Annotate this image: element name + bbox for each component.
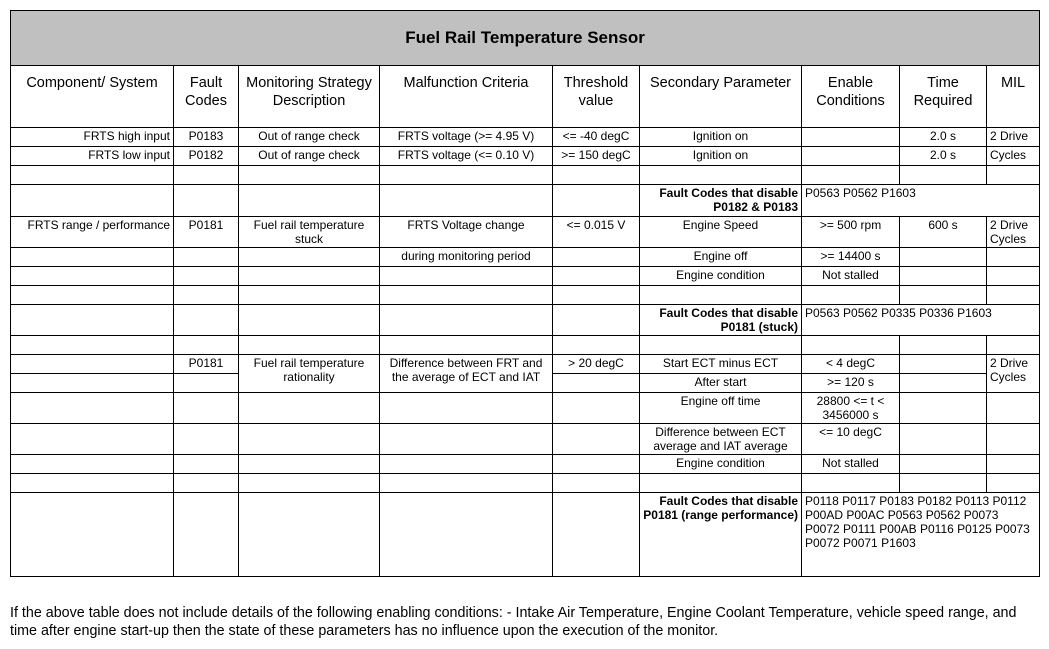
cell-secondary: Difference between ECT average and IAT average <box>640 424 802 455</box>
cell-secondary: Engine condition <box>640 267 802 286</box>
cell-code: P0183 <box>174 128 239 147</box>
cell-enable: Not stalled <box>802 267 900 286</box>
cell-code: P0181 <box>174 355 239 374</box>
cell-enable: < 4 degC <box>802 355 900 374</box>
cell-code: P0181 <box>174 217 239 248</box>
table-row <box>11 248 1040 267</box>
table-row <box>11 147 1040 166</box>
cell-time: 600 s <box>900 217 987 248</box>
cell-strategy: Out of range check <box>239 147 380 166</box>
cell-threshold: <= 0.015 V <box>553 217 640 248</box>
cell-disable-label: Fault Codes that disable P0182 & P0183 <box>640 185 802 217</box>
cell-threshold: > 20 degC <box>553 355 640 374</box>
cell-threshold: >= 150 degC <box>553 147 640 166</box>
cell-enable: >= 14400 s <box>802 248 900 267</box>
table-row <box>11 267 1040 286</box>
table-row <box>11 305 1040 336</box>
cell-mil: 2 Drive <box>987 128 1040 147</box>
cell-criteria: FRTS voltage (>= 4.95 V) <box>380 128 553 147</box>
cell-secondary: Ignition on <box>640 128 802 147</box>
cell-strategy: Fuel rail temperature rationality <box>239 355 380 393</box>
cell-mil: 2 Drive Cycles <box>987 355 1040 393</box>
cell-disable-codes: P0118 P0117 P0183 P0182 P0113 P0112 P00AD P00AC P0563 P0562 P0073 P0072 P0111 P00AB P0116 P0125 P0073 P0072 P0071 P1603 <box>802 493 1040 577</box>
table-row <box>11 474 1040 493</box>
table-row <box>11 355 1040 374</box>
table-row <box>11 455 1040 474</box>
header-criteria: Malfunction Criteria <box>380 66 553 128</box>
table-row <box>11 166 1040 185</box>
cell-strategy: Out of range check <box>239 128 380 147</box>
cell-code: P0182 <box>174 147 239 166</box>
cell-secondary: Start ECT minus ECT <box>640 355 802 374</box>
cell-enable: Not stalled <box>802 455 900 474</box>
cell-component: FRTS low input <box>11 147 174 166</box>
cell-criteria: Difference between FRT and the average of ECT and IAT <box>380 355 553 393</box>
header-secondary: Secondary Parameter <box>640 66 802 128</box>
cell-strategy: Fuel rail temperature stuck <box>239 217 380 248</box>
table-row <box>11 286 1040 305</box>
header-enable: Enable Conditions <box>802 66 900 128</box>
cell-enable: >= 500 rpm <box>802 217 900 248</box>
header-time: Time Required <box>900 66 987 128</box>
cell-criteria: FRTS Voltage change <box>380 217 553 248</box>
cell-disable-label: Fault Codes that disable P0181 (range performance) <box>640 493 802 577</box>
table-row <box>11 393 1040 424</box>
table-row <box>11 336 1040 355</box>
cell-disable-label: Fault Codes that disable P0181 (stuck) <box>640 305 802 336</box>
cell-enable <box>802 128 900 147</box>
table-row <box>11 217 1040 248</box>
cell-criteria: FRTS voltage (<= 0.10 V) <box>380 147 553 166</box>
footnote: If the above table does not include details of the following enabling conditions: - Intake Air Temperature, Engine Coolant Temperature, vehicle speed range, and time after engine start-up then the state of these parameters has no influence upon the execution of the monitor. <box>10 605 1017 639</box>
cell-component: FRTS range / performance <box>11 217 174 248</box>
cell-enable: <= 10 degC <box>802 424 900 455</box>
cell-secondary: Engine off <box>640 248 802 267</box>
header-row <box>11 66 1040 128</box>
page-title: Fuel Rail Temperature Sensor <box>11 11 1040 66</box>
cell-mil: Cycles <box>987 147 1040 166</box>
cell-mil: 2 Drive Cycles <box>987 217 1040 248</box>
header-strategy: Monitoring Strategy Description <box>239 66 380 128</box>
cell-secondary: Engine Speed <box>640 217 802 248</box>
cell-time: 2.0 s <box>900 147 987 166</box>
table-row <box>11 424 1040 455</box>
cell-component: FRTS high input <box>11 128 174 147</box>
header-threshold: Threshold value <box>553 66 640 128</box>
table-row <box>11 493 1040 577</box>
cell-disable-codes: P0563 P0562 P0335 P0336 P1603 <box>802 305 1040 336</box>
cell-enable <box>802 147 900 166</box>
monitor-table <box>10 10 1040 577</box>
table-row <box>11 128 1040 147</box>
cell-enable: 28800 <= t < 3456000 s <box>802 393 900 424</box>
header-component: Component/ System <box>11 66 174 128</box>
header-fault-codes: Fault Codes <box>174 66 239 128</box>
cell-criteria: during monitoring period <box>380 248 553 267</box>
cell-disable-codes: P0563 P0562 P1603 <box>802 185 1040 217</box>
cell-enable: >= 120 s <box>802 374 900 393</box>
cell-secondary: Engine condition <box>640 455 802 474</box>
monitor-sheet <box>10 10 1039 577</box>
cell-secondary: After start <box>640 374 802 393</box>
header-mil: MIL <box>987 66 1040 128</box>
cell-threshold: <= -40 degC <box>553 128 640 147</box>
table-row <box>11 185 1040 217</box>
cell-secondary: Ignition on <box>640 147 802 166</box>
cell-secondary: Engine off time <box>640 393 802 424</box>
cell-time: 2.0 s <box>900 128 987 147</box>
